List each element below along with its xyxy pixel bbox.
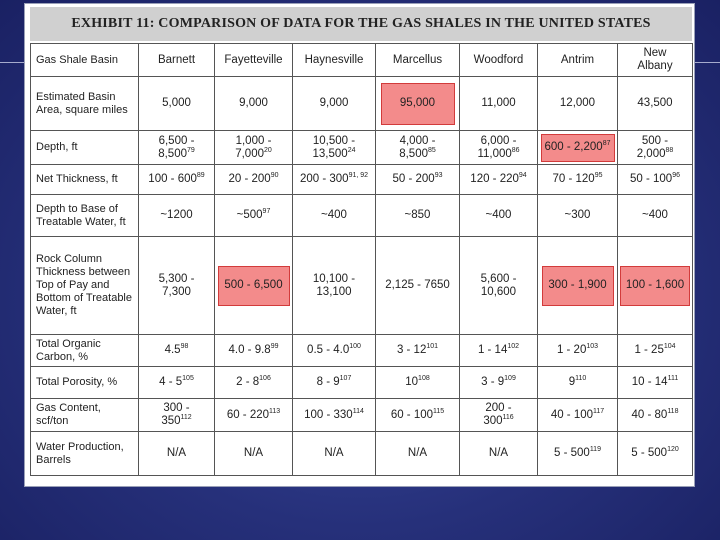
cell-value: 5 - 500 <box>631 447 668 459</box>
cell-value: 1 - 20 <box>556 344 587 356</box>
table-cell <box>618 131 693 165</box>
cell-value: 0.5 - 4.0 <box>307 344 350 356</box>
cell-value: 300 - 1,900 <box>548 279 607 291</box>
cell-value: ~400 <box>485 209 512 221</box>
exhibit-title: EXHIBIT 11: COMPARISON OF DATA FOR THE GAS SHALES IN THE UNITED STATES <box>30 7 692 41</box>
table-cell <box>139 367 215 399</box>
highlight-box <box>620 266 690 306</box>
table-cell <box>376 131 460 165</box>
row-label: Total Organic Carbon, % <box>31 335 139 367</box>
table-row <box>31 131 693 165</box>
footnote-ref: 98 <box>180 343 189 351</box>
row-label: Gas Content, scf/ton <box>31 399 139 432</box>
table-row <box>31 399 693 432</box>
footnote-ref: 91, 92 <box>348 172 369 180</box>
table-cell <box>376 335 460 367</box>
footnote-ref: 96 <box>672 172 680 180</box>
table-cell <box>139 399 215 432</box>
basin-header: Antrim <box>538 44 618 77</box>
cell-value: 43,500 <box>637 97 673 109</box>
table-cell <box>215 367 293 399</box>
cell-value: ~500 <box>236 209 263 221</box>
table-cell <box>215 432 293 476</box>
cell-value: 1 - 25 <box>634 344 664 356</box>
table-cell <box>618 77 693 131</box>
highlight-box <box>542 266 614 306</box>
table-cell <box>139 432 215 476</box>
table-cell <box>139 237 215 335</box>
table-cell <box>538 432 618 476</box>
table-cell <box>460 399 538 432</box>
decor-line-left <box>0 62 26 63</box>
table-cell <box>376 165 460 195</box>
footnote-ref: 118 <box>667 407 679 415</box>
cell-value: 10 <box>405 376 419 388</box>
footnote-ref: 87 <box>602 140 611 148</box>
footnote-ref: 90 <box>270 172 279 180</box>
cell-value: ~300 <box>564 209 591 221</box>
table-row <box>31 432 693 476</box>
table-cell <box>293 432 376 476</box>
footnote-ref: 89 <box>196 172 205 180</box>
cell-value: 5,000 <box>162 97 191 109</box>
cell-value: 9,000 <box>239 97 268 109</box>
cell-value: 40 - 100 <box>550 408 594 421</box>
table-cell <box>376 77 460 131</box>
table-cell <box>460 237 538 335</box>
footnote-ref: 109 <box>504 375 516 383</box>
cell-value: 500 - 6,500 <box>224 279 283 291</box>
cell-value: 4.5 <box>164 344 181 356</box>
highlight-box <box>218 266 290 306</box>
footnote-ref: 86 <box>511 146 520 154</box>
cell-value: 95,000 <box>399 97 436 109</box>
table-cell <box>293 237 376 335</box>
row-label: Rock Column Thickness between Top of Pay and Bottom of Treatable Water, ft <box>31 237 139 335</box>
cell-value: ~1200 <box>160 209 193 221</box>
table-cell <box>618 195 693 237</box>
cell-value: 10,500 - 13,500 <box>312 134 356 160</box>
table-cell <box>293 77 376 131</box>
decor-line-right <box>694 62 720 63</box>
footnote-ref: 20 <box>263 146 272 154</box>
footnote-ref: 113 <box>269 407 281 415</box>
table-cell <box>460 335 538 367</box>
cell-value: N/A <box>407 447 428 459</box>
table-cell <box>293 131 376 165</box>
footnote-ref: 102 <box>507 343 520 351</box>
footnote-ref: 108 <box>418 375 430 383</box>
table-cell <box>376 237 460 335</box>
cell-value: N/A <box>324 447 344 459</box>
table-cell <box>215 237 293 335</box>
table-cell <box>139 131 215 165</box>
cell-value: 10 - 14 <box>631 376 668 388</box>
table-cell <box>139 195 215 237</box>
cell-value: 9 <box>568 376 576 388</box>
cell-value: 3 - 12 <box>396 344 427 356</box>
table-cell <box>376 432 460 476</box>
row-label: Depth, ft <box>31 131 139 165</box>
gas-shale-table <box>30 43 693 476</box>
footnote-ref: 105 <box>182 375 194 383</box>
header-label: Gas Shale Basin <box>31 44 139 77</box>
table-cell <box>376 195 460 237</box>
table-cell <box>460 432 538 476</box>
table-cell <box>618 237 693 335</box>
cell-value: 60 - 220 <box>226 408 270 421</box>
table-cell <box>618 367 693 399</box>
table-row <box>31 195 693 237</box>
table-cell <box>460 77 538 131</box>
row-label: Total Porosity, % <box>31 367 139 399</box>
cell-value: 6,500 - 8,500 <box>158 134 195 160</box>
table-row <box>31 367 693 399</box>
slide-panel <box>24 3 695 487</box>
cell-value: 5 - 500 <box>554 447 590 459</box>
table-cell <box>618 165 693 195</box>
table-cell <box>293 399 376 432</box>
footnote-ref: 111 <box>667 375 679 383</box>
cell-value: 11,000 <box>481 97 516 109</box>
table-cell <box>538 165 618 195</box>
table-cell <box>139 335 215 367</box>
table-row <box>31 237 693 335</box>
basin-header: Woodford <box>460 44 538 77</box>
cell-value: 2,125 - 7650 <box>385 279 450 291</box>
table-row <box>31 335 693 367</box>
cell-value: ~850 <box>404 209 431 221</box>
table-cell <box>538 195 618 237</box>
table-cell <box>460 131 538 165</box>
table-cell <box>293 367 376 399</box>
footnote-ref: 99 <box>270 343 279 351</box>
cell-value: 5,300 - 7,300 <box>158 272 195 298</box>
row-label: Depth to Base of Treatable Water, ft <box>31 195 139 237</box>
cell-value: 1 - 14 <box>477 344 508 356</box>
highlight-box <box>541 134 615 162</box>
cell-value: 50 - 100 <box>630 173 673 185</box>
table-cell <box>538 399 618 432</box>
cell-value: 300 - 350 <box>161 402 190 427</box>
footnote-ref: 101 <box>426 343 439 351</box>
row-label: Estimated Basin Area, square miles <box>31 77 139 131</box>
table-cell <box>538 367 618 399</box>
footnote-ref: 95 <box>594 172 603 180</box>
cell-value: 20 - 200 <box>228 173 271 185</box>
table-cell <box>618 335 693 367</box>
footnote-ref: 117 <box>593 407 605 415</box>
cell-value: 60 - 100 <box>390 408 434 421</box>
cell-value: 9,000 <box>319 97 349 109</box>
cell-value: 200 - 300 <box>483 402 512 427</box>
cell-value: 100 - 1,600 <box>625 279 685 291</box>
cell-value: 100 - 330 <box>304 408 353 421</box>
table-cell <box>618 432 693 476</box>
table-cell <box>460 165 538 195</box>
footnote-ref: 88 <box>665 146 674 154</box>
table-cell <box>139 165 215 195</box>
footnote-ref: 110 <box>575 375 587 383</box>
footnote-ref: 119 <box>589 446 601 454</box>
cell-value: 1,000 - 7,000 <box>235 134 272 160</box>
table-cell <box>293 335 376 367</box>
cell-value: 12,000 <box>559 97 596 109</box>
cell-value: 50 - 200 <box>392 173 435 185</box>
footnote-ref: 120 <box>667 446 679 454</box>
cell-value: ~400 <box>321 209 347 221</box>
footnote-ref: 100 <box>349 343 361 351</box>
cell-value: 4.0 - 9.8 <box>228 344 271 356</box>
table-row <box>31 165 693 195</box>
cell-value: N/A <box>488 447 509 459</box>
table-cell <box>215 335 293 367</box>
cell-value: 3 - 9 <box>481 376 505 388</box>
cell-value: 5,600 - 10,600 <box>480 272 517 298</box>
table-cell <box>376 399 460 432</box>
cell-value: ~400 <box>642 209 668 221</box>
cell-value: 8 - 9 <box>316 376 340 388</box>
basin-header: Marcellus <box>376 44 460 77</box>
table-cell <box>376 367 460 399</box>
table-cell <box>215 131 293 165</box>
footnote-ref: 107 <box>339 375 352 383</box>
table-cell <box>215 399 293 432</box>
basin-header: Barnett <box>139 44 215 77</box>
table-cell <box>293 195 376 237</box>
footnote-ref: 85 <box>427 146 436 154</box>
table-cell <box>538 77 618 131</box>
row-label: Water Production, Barrels <box>31 432 139 476</box>
footnote-ref: 104 <box>663 343 676 351</box>
header-row <box>31 44 693 77</box>
cell-value: 10,100 - 13,100 <box>312 272 356 298</box>
footnote-ref: 93 <box>434 172 443 180</box>
cell-value: 600 - 2,200 <box>544 141 603 153</box>
basin-header: New Albany <box>618 44 693 77</box>
cell-value: 100 - 600 <box>148 173 197 185</box>
table-cell <box>215 165 293 195</box>
footnote-ref: 112 <box>180 414 192 422</box>
footnote-ref: 103 <box>586 343 599 351</box>
highlight-box <box>381 83 455 125</box>
table-row <box>31 77 693 131</box>
cell-value: 120 - 220 <box>470 173 519 185</box>
footnote-ref: 79 <box>186 146 195 154</box>
table-cell <box>139 77 215 131</box>
cell-value: 500 - 2,000 <box>636 134 669 160</box>
cell-value: N/A <box>166 447 187 459</box>
table-cell <box>215 77 293 131</box>
table-cell <box>460 195 538 237</box>
table-cell <box>538 335 618 367</box>
basin-header: Fayetteville <box>215 44 293 77</box>
table-cell <box>460 367 538 399</box>
basin-header: Haynesville <box>293 44 376 77</box>
cell-value: 6,000 - 11,000 <box>477 134 517 160</box>
table-cell <box>293 165 376 195</box>
table-cell <box>618 399 693 432</box>
footnote-ref: 24 <box>347 146 356 154</box>
table-cell <box>215 195 293 237</box>
table-cell <box>538 237 618 335</box>
cell-value: 70 - 120 <box>552 173 595 185</box>
footnote-ref: 94 <box>518 172 527 180</box>
cell-value: 4,000 - 8,500 <box>399 134 436 160</box>
table-cell <box>538 131 618 165</box>
cell-value: 4 - 5 <box>159 376 183 388</box>
cell-value: 2 - 8 <box>236 376 260 388</box>
footnote-ref: 97 <box>262 208 271 216</box>
cell-value: 40 - 80 <box>631 408 668 421</box>
row-label: Net Thickness, ft <box>31 165 139 195</box>
cell-value: N/A <box>243 447 264 459</box>
footnote-ref: 114 <box>352 407 364 415</box>
footnote-ref: 106 <box>259 375 271 383</box>
footnote-ref: 116 <box>502 414 514 422</box>
cell-value: 200 - 300 <box>299 173 349 185</box>
footnote-ref: 115 <box>433 407 445 415</box>
table-body <box>31 77 693 476</box>
